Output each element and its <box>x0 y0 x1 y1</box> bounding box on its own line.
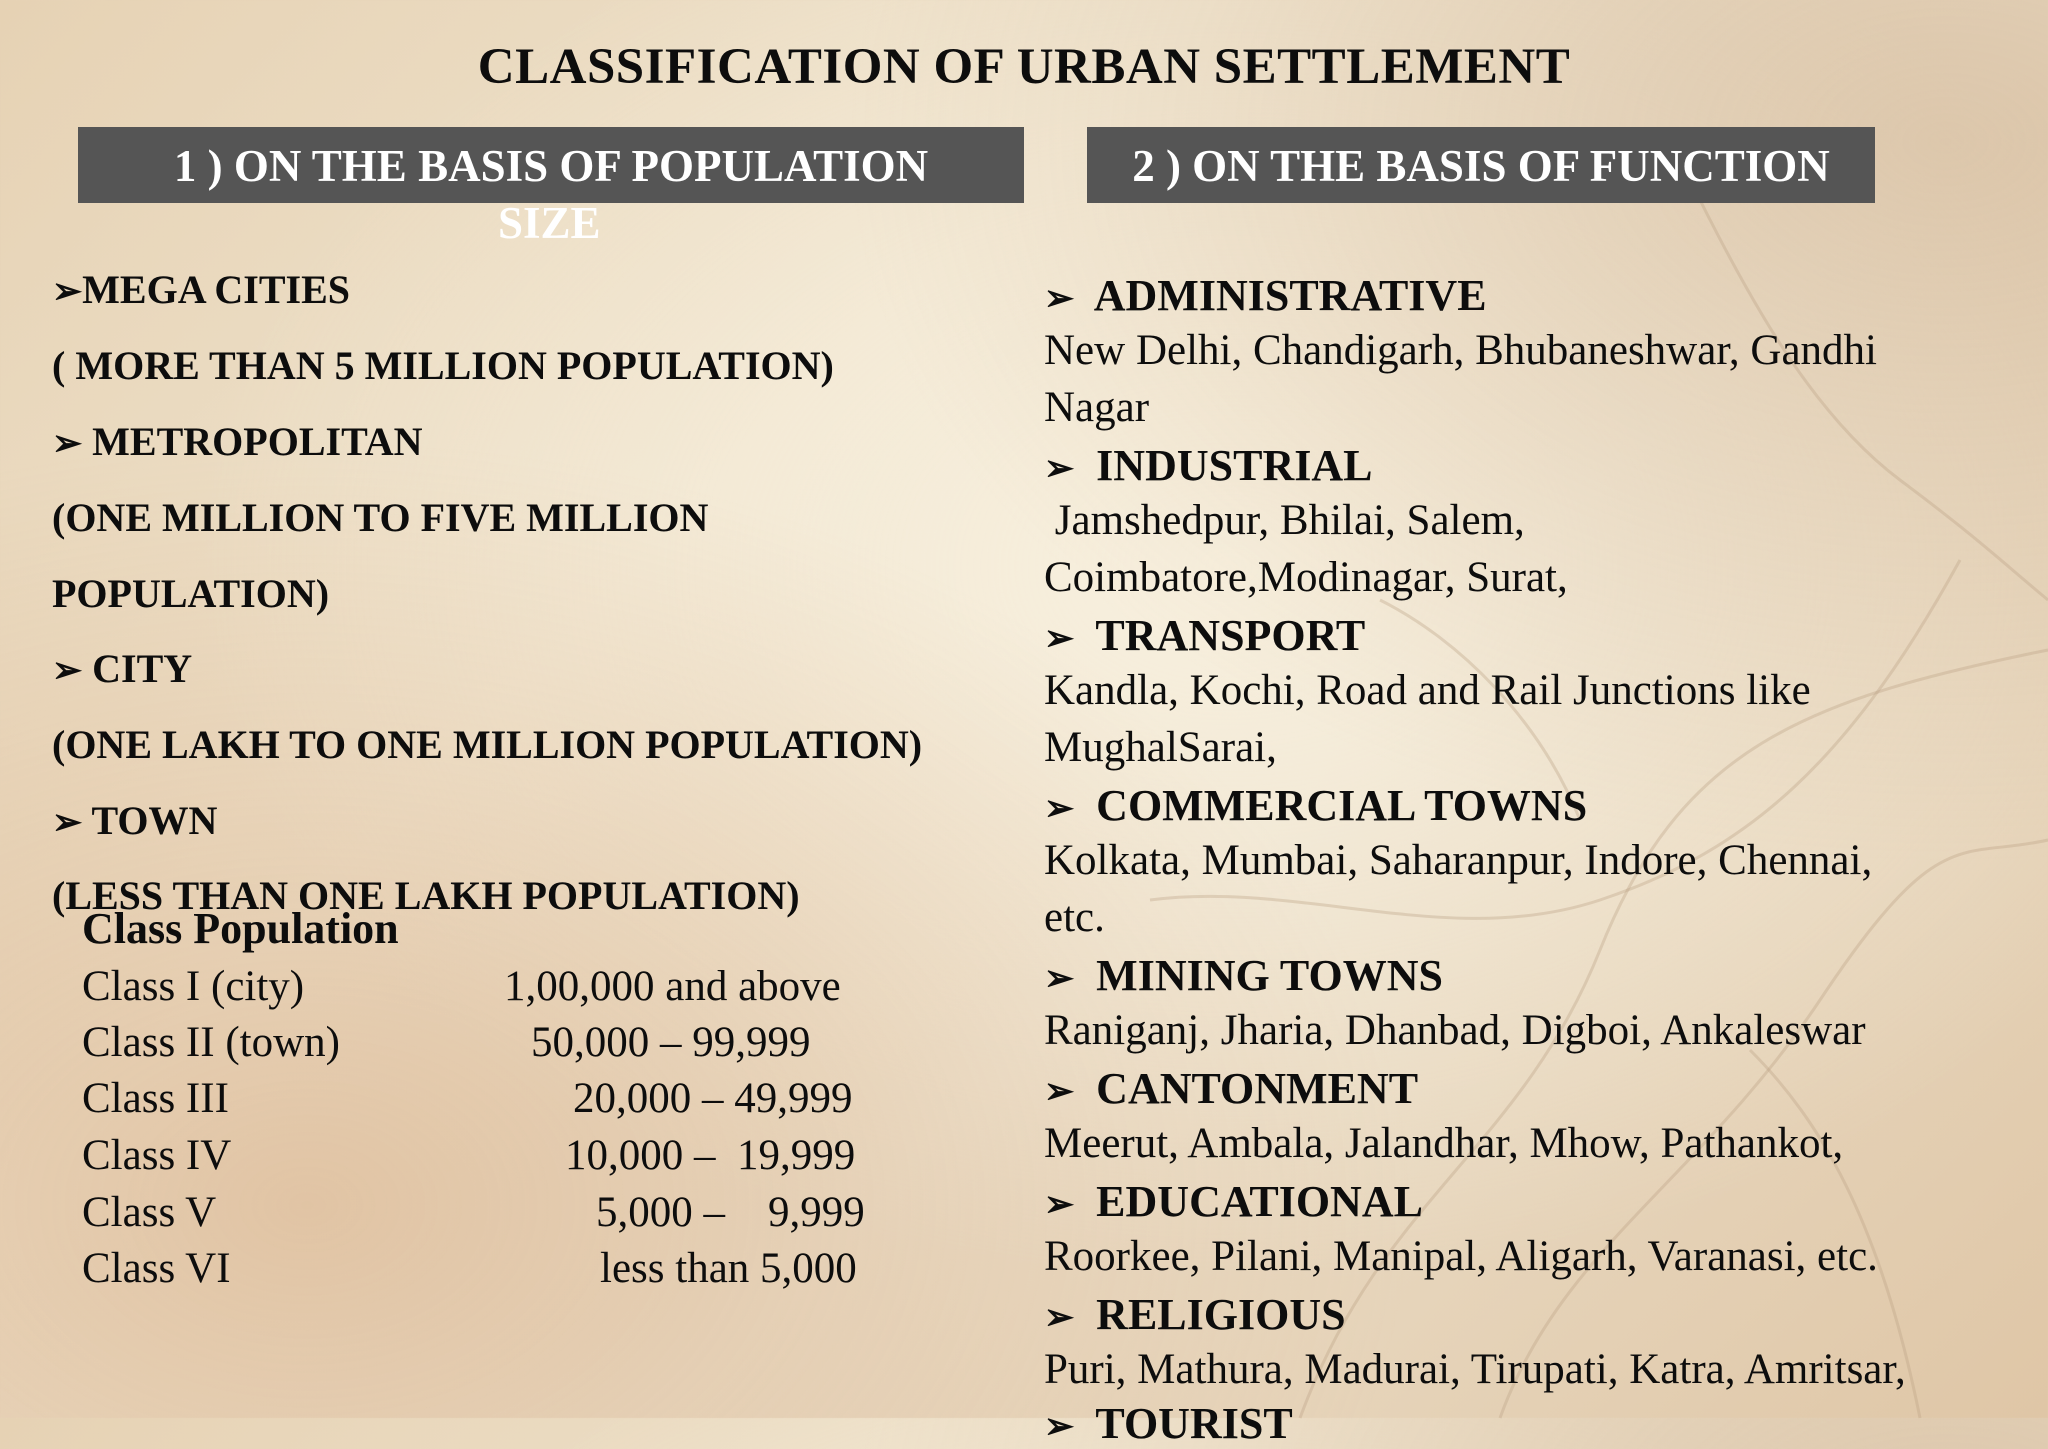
left-item-metro-desc-1: (ONE MILLION TO FIVE MILLION <box>52 495 709 540</box>
function-heading-educational: ➢ EDUCATIONAL <box>1044 1177 1423 1226</box>
class-population: 5,000 – 9,999 <box>596 1189 865 1236</box>
arrow-bullet-icon: ➢ <box>1044 958 1075 998</box>
class-population: 20,000 – 49,999 <box>573 1075 853 1122</box>
left-item-mega-desc: ( MORE THAN 5 MILLION POPULATION) <box>52 343 834 388</box>
arrow-bullet-icon: ➢ <box>52 271 83 311</box>
class-population: 1,00,000 and above <box>504 963 841 1010</box>
left-item-city-desc: (ONE LAKH TO ONE MILLION POPULATION) <box>52 722 923 767</box>
function-examples: MughalSarai, <box>1044 724 1277 771</box>
class-population: less than 5,000 <box>600 1245 857 1292</box>
function-examples: etc. <box>1044 894 1105 941</box>
function-examples: Meerut, Ambala, Jalandhar, Mhow, Pathankot, <box>1044 1120 1844 1167</box>
function-heading-mining: ➢ MINING TOWNS <box>1044 951 1443 1000</box>
left-item-city: ➢ CITY <box>52 646 193 691</box>
class-label: Class III <box>82 1075 229 1122</box>
population-header-label: 1 ) ON THE BASIS OF POPULATION <box>173 141 929 191</box>
arrow-bullet-icon: ➢ <box>1044 1184 1075 1224</box>
arrow-bullet-icon: ➢ <box>1044 1297 1075 1337</box>
function-examples: Nagar <box>1044 384 1150 431</box>
function-examples: Raniganj, Jharia, Dhanbad, Digboi, Ankaleswar <box>1044 1007 1866 1054</box>
arrow-bullet-icon: ➢ <box>1044 448 1075 488</box>
function-examples: Roorkee, Pilani, Manipal, Aligarh, Varanasi, etc. <box>1044 1233 1878 1280</box>
arrow-bullet-icon: ➢ <box>1044 1406 1075 1446</box>
function-examples: Coimbatore,Modinagar, Surat, <box>1044 554 1568 601</box>
left-item-mega-cities: ➢MEGA CITIES <box>52 267 351 312</box>
function-heading-commercial: ➢ COMMERCIAL TOWNS <box>1044 781 1588 830</box>
arrow-bullet-icon: ➢ <box>1044 1071 1075 1111</box>
arrow-bullet-icon: ➢ <box>1044 788 1075 828</box>
class-population: 10,000 – 19,999 <box>565 1132 856 1179</box>
left-item-metropolitan: ➢ METROPOLITAN <box>52 419 423 464</box>
population-header-overflow: SIZE <box>498 198 601 248</box>
arrow-bullet-icon: ➢ <box>52 802 83 842</box>
function-header-label: 2 ) ON THE BASIS OF FUNCTION <box>1132 141 1830 191</box>
left-item-town: ➢ TOWN <box>52 798 218 843</box>
function-examples: Puri, Mathura, Madurai, Tirupati, Katra, Amritsar, <box>1044 1346 1906 1393</box>
class-label: Class I (city) <box>82 963 305 1010</box>
class-table-heading: Class Population <box>82 904 399 953</box>
class-label: Class II (town) <box>82 1019 340 1066</box>
class-label: Class V <box>82 1189 217 1236</box>
left-item-metro-desc-2: POPULATION) <box>52 571 330 616</box>
left-item-town-desc: (LESS THAN ONE LAKH POPULATION) <box>52 873 800 918</box>
function-examples: Jamshedpur, Bhilai, Salem, <box>1044 497 1525 544</box>
arrow-bullet-icon: ➢ <box>52 650 83 690</box>
class-population: 50,000 – 99,999 <box>531 1019 811 1066</box>
function-heading-cantonment: ➢ CANTONMENT <box>1044 1064 1419 1113</box>
function-examples: Kolkata, Mumbai, Saharanpur, Indore, Chennai, <box>1044 837 1873 884</box>
function-heading-industrial: ➢ INDUSTRIAL <box>1044 441 1373 490</box>
function-heading-tourist: ➢ TOURIST <box>1044 1399 1293 1448</box>
arrow-bullet-icon: ➢ <box>1044 618 1075 658</box>
page-title: CLASSIFICATION OF URBAN SETTLEMENT <box>477 39 1571 95</box>
function-heading-religious: ➢ RELIGIOUS <box>1044 1290 1346 1339</box>
arrow-bullet-icon: ➢ <box>1044 278 1075 318</box>
arrow-bullet-icon: ➢ <box>52 423 83 463</box>
function-examples: Kandla, Kochi, Road and Rail Junctions like <box>1044 667 1811 714</box>
class-label: Class IV <box>82 1132 232 1179</box>
function-examples: New Delhi, Chandigarh, Bhubaneshwar, Gandhi <box>1044 327 1877 374</box>
class-label: Class VI <box>82 1245 231 1292</box>
function-heading-administrative: ➢ ADMINISTRATIVE <box>1044 271 1487 320</box>
function-heading-transport: ➢ TRANSPORT <box>1044 611 1366 660</box>
